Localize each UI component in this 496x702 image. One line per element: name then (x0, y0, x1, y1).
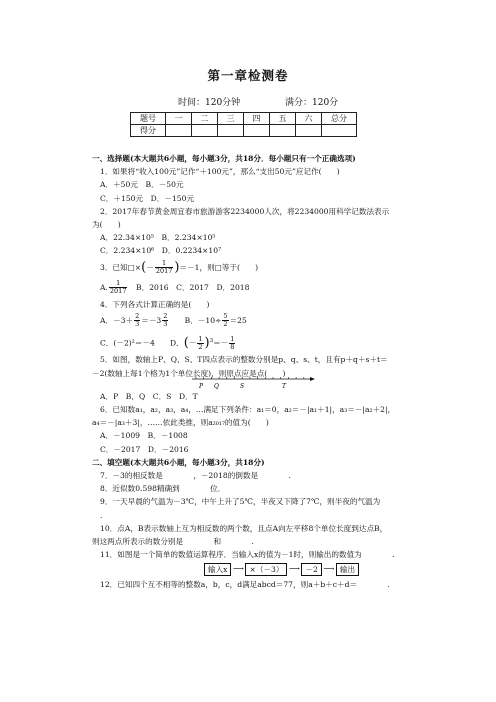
question-12: 12．已知四个互不相等的整数a，b，c，d满足abcd＝77，则a＋b＋c＋d＝ . (100, 579, 390, 589)
score-table-cell: 二 (192, 113, 218, 125)
question-2: 2．2017年春节黄金周宜春市旅游游客2234000人次，将2234000用科学记数法表示 (100, 206, 390, 216)
score-input-cell[interactable] (322, 125, 357, 137)
flowchart (204, 561, 359, 577)
question-9: 9．一天早晨的气温为－3℃，中午上升了5℃，半夜又下降了7℃，则半夜的气温为 (100, 497, 381, 507)
q6-options-ab: A．－1009 B．－1008 (100, 431, 188, 441)
label-p: P (199, 382, 204, 390)
frac-numerator: 1 (198, 334, 203, 343)
arrow-right-icon: ⟶ (323, 564, 335, 574)
frac-denominator: 2017 (109, 287, 127, 296)
arrow-right-icon: ⟶ (289, 564, 300, 574)
q4-d-part2: ＝－ (213, 338, 229, 348)
score-table-cell: 五 (270, 113, 296, 125)
q4-b-frac (222, 313, 228, 328)
q1-options-cd: C．＋150元 D．－150元 (100, 193, 195, 203)
q1-options-ab: A．＋50元 B．－50元 (100, 180, 184, 190)
question-6-cont: a₄＝－|a₃＋3|，……依此类推，则a₂₀₁₇的值为( ) (92, 418, 269, 428)
question-7: 7．－3的相反数是 ，－2018的倒数是 . (100, 470, 291, 480)
q4-options-cd: C．(－2)²＝－4 D．(－ $\frac{1}{2}$ )$^3$＝－ $\frac{1}{8}$ (100, 334, 235, 351)
score-input-cell[interactable] (296, 125, 322, 137)
score-input-cell[interactable] (244, 125, 270, 137)
flowchart-row (92, 561, 422, 578)
question-5-cont: －2(数轴上每1个格为1个单位长度)，则原点应是点( ) (92, 368, 286, 378)
score-table-row (131, 125, 357, 137)
score-table-header (131, 113, 357, 125)
frac-denominator: 3 (163, 320, 168, 329)
q3-option-a-fraction (109, 280, 128, 295)
exponent: 3 (209, 337, 214, 344)
q6-options-cd: C．－2017 D．－2016 (100, 444, 189, 454)
score-table-cell: 四 (244, 113, 270, 125)
score-input-cell[interactable] (218, 125, 244, 137)
q3-options (92, 278, 422, 298)
question-10: 10．点A，B表示数轴上互为相反数的两个数，且点A向左平移8个单位长度到达点B， (100, 523, 388, 533)
score-input-cell[interactable] (270, 125, 296, 137)
score-input-cell[interactable] (192, 125, 218, 137)
flow-input-box: 输入x (204, 563, 231, 576)
q4-options-ab (92, 311, 422, 331)
number-line-arrow (310, 377, 315, 381)
score-table-cell: 三 (218, 113, 244, 125)
frac-denominator: 3 (135, 320, 140, 329)
q5-options: A．P B．Q C．S D．T (100, 391, 198, 401)
frac-numerator: 1 (230, 334, 235, 343)
full-score: 满分：120分 (285, 98, 339, 108)
q3-option-a: A. (100, 282, 108, 292)
q4-a-part1: A．－3＋ (100, 315, 134, 325)
section-heading: 二、填空题(本大题共6小题，每小题3分，共18分) (92, 457, 265, 467)
question-9-cont: . (100, 510, 103, 520)
question-2-cont: 为( ) (92, 220, 121, 230)
q4-d-part1: D． (170, 338, 184, 348)
q3-prefix: 3．已知□× (100, 262, 142, 272)
paren-open: ( (183, 335, 189, 351)
arrow-right-icon: ⟶ (233, 564, 244, 574)
number-line (192, 374, 317, 390)
score-table-cell: 一 (166, 113, 192, 125)
frac-denominator: 2 (198, 342, 203, 351)
question-3: 3．已知□×(－ $\frac{1}{2017}$ )＝－1，则□等于( ) (100, 259, 259, 276)
label-q: Q (214, 382, 219, 390)
paren-close: ) (174, 259, 180, 275)
score-input-cell[interactable] (166, 125, 192, 137)
question-6: 6．已知数a₁，a₂，a₃，a₄，…满足下列条件：a₁＝0，a₂＝－|a₁＋1|，a₃＝－|a₂＋2|， (100, 404, 396, 414)
q4-d-frac2 (229, 336, 235, 351)
flow-multiply-box: ×（－3） (245, 563, 287, 576)
q3-suffix: ＝－1，则□等于( ) (179, 262, 259, 272)
time-limit: 时间：120分钟 (178, 98, 241, 108)
question-10-cont: 则这两点所表示的数分别是 和 . (92, 537, 254, 546)
label-s: S (240, 382, 245, 390)
frac-denominator: 2017 (155, 267, 173, 276)
q4-a-frac2 (162, 313, 168, 328)
q3-options-bcd: B．2016 C．2017 D．2018 (136, 282, 250, 292)
exam-body (92, 152, 422, 591)
q4-b-part1: B．－10÷ (184, 315, 222, 325)
frac-numerator: 5 (223, 312, 228, 321)
frac-denominator: 2 (223, 320, 228, 329)
flow-subtract-box: －2 (301, 563, 321, 576)
score-table-cell: 六 (296, 113, 322, 125)
q2-options-ab: A．22.34×10⁵ B．2.234×10⁵ (100, 233, 216, 243)
page-title: 第一章检测卷 (207, 68, 289, 83)
q4-c: C．(－2)²＝－4 (100, 338, 155, 348)
question-1: 1．如果将“收入100元”记作“＋100元”，那么“支出50元”应记作( ) (100, 167, 340, 177)
label-t: T (282, 382, 287, 390)
q4-a-part2: ＝－3 (141, 315, 162, 325)
flow-output-box: 输出 (336, 563, 359, 576)
question-5: 5．如图，数轴上P、Q、S、T四点表示的整数分别是p、q、s、t，且有p＋q＋s＋t＝ (100, 355, 388, 365)
number-line-row (92, 380, 422, 390)
score-table-cell: 得分 (131, 125, 166, 137)
score-table-cell: 题号 (131, 113, 166, 125)
question-4: 4．下列各式计算正确的是( ) (100, 299, 210, 309)
q2-options-cd: C．2.234×10⁶ D．0.2234×10⁷ (100, 246, 222, 256)
question-8: 8．近似数0.598精确到 位． (100, 484, 226, 494)
score-table-cell: 总分 (322, 113, 357, 125)
score-table (130, 112, 357, 137)
frac-numerator: 2 (135, 312, 140, 321)
paren-open: ( (141, 259, 147, 275)
section-heading: 一、选择题(本大题共6小题，每小题3分，共18分．每小题只有一个正确选项) (92, 154, 356, 163)
frac-numerator: 1 (109, 280, 128, 288)
question-11: 11．如图是一个简单的数值运算程序．当输入x的值为－1时，则输出的数值为 . (100, 550, 395, 560)
frac-numerator: 2 (163, 312, 168, 321)
frac-numerator: 1 (155, 260, 174, 268)
frac-denominator: 8 (230, 342, 235, 351)
paren-close: ) (204, 335, 210, 351)
q4-b-part2: ＝25 (229, 315, 247, 325)
q4-d-frac1 (197, 336, 203, 351)
q3-fraction (155, 260, 174, 275)
q4-a-frac1 (134, 313, 140, 328)
